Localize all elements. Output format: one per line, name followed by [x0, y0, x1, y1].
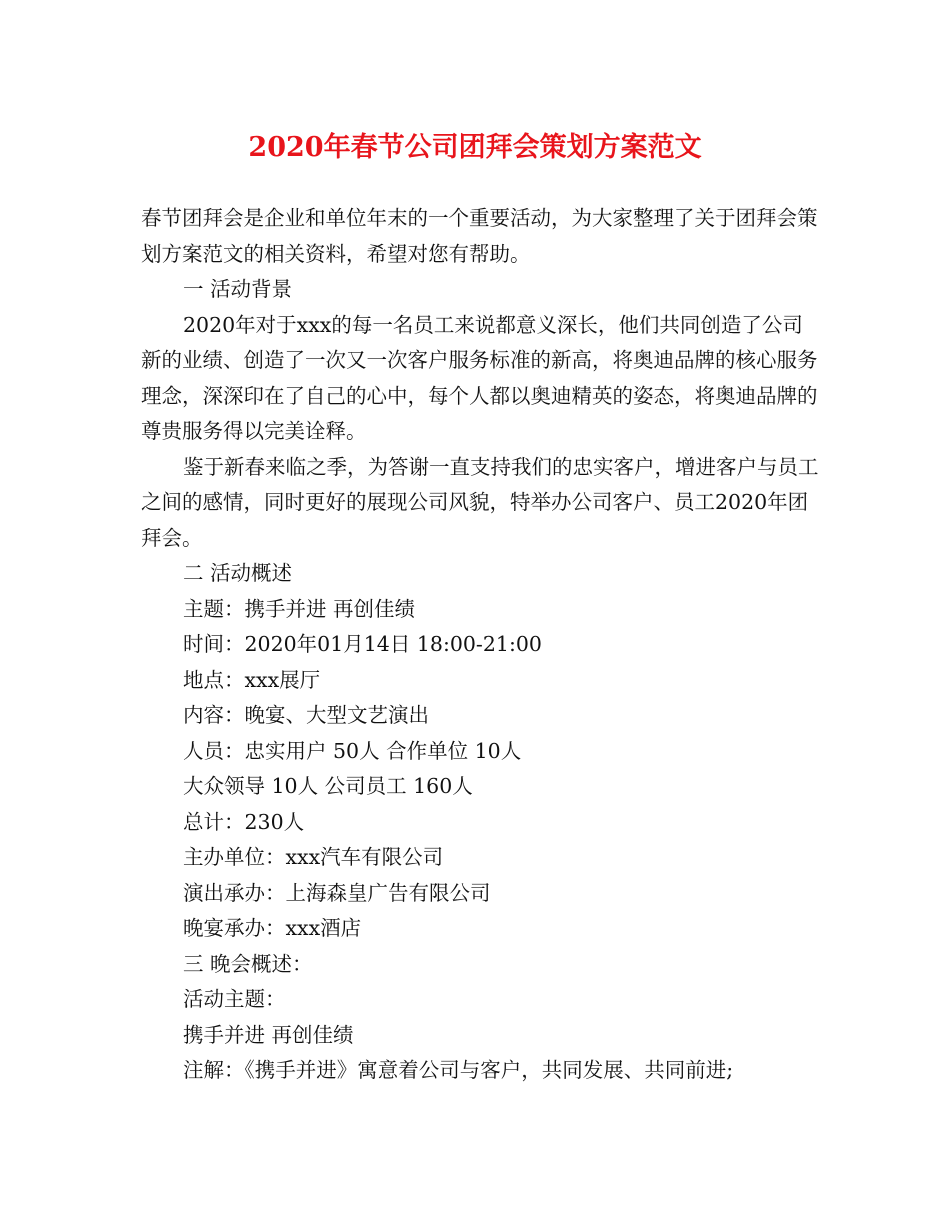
- section1-heading: 一 活动背景: [183, 277, 293, 301]
- intro-paragraph: 春节团拜会是企业和单位年末的一个重要活动，为大家整理了关于团拜会策划方案范文的相关资料，希望对您有帮助。: [141, 206, 818, 266]
- section2-line: 总计：230人: [183, 809, 305, 834]
- section2-line: 人员：忠实用户 50人 合作单位 10人: [183, 738, 522, 763]
- section2-line: 晚宴承办：xxx酒店: [183, 916, 362, 940]
- section3-line: 携手并进 再创佳绩: [183, 1022, 354, 1047]
- section3-line: 注解：《携手并进》寓意着公司与客户，共同发展、共同前进;: [183, 1058, 734, 1082]
- section2-line: 大众领导 10人 公司员工 160人: [183, 774, 473, 798]
- section2-line: 内容：晚宴、大型文艺演出: [183, 703, 429, 727]
- section2-line: 主题：携手并进 再创佳绩: [183, 596, 416, 621]
- document-title: 2020年春节公司团拜会策划方案范文: [248, 132, 702, 163]
- section1-paragraph-1: 2020年对于xxx的每一名员工来说都意义深长，他们共同创造了公司新的业绩、创造了一次又一次客户服务标准的新高，将奥迪品牌的核心服务理念，深深印在了自己的心中，每个人都以奥迪精英的姿态，将奥迪品牌的尊贵服务得以完美诠释。: [141, 312, 818, 443]
- section2-line: 主办单位：xxx汽车有限公司: [183, 845, 444, 869]
- document-body: [141, 201, 821, 1089]
- section3-line: 活动主题：: [183, 987, 286, 1011]
- section3-heading: 三 晚会概述：: [183, 951, 313, 976]
- section2-line: 演出承办：上海森皇广告有限公司: [183, 880, 491, 905]
- section2-line: 地点：xxx展厅: [183, 667, 321, 692]
- section2-heading: 二 活动概述: [183, 561, 293, 585]
- section1-paragraph-2: 鉴于新春来临之季，为答谢一直支持我们的忠实客户，增进客户与员工之间的感情，同时更好的展现公司风貌，特举办公司客户、员工2020年团拜会。: [141, 454, 819, 550]
- section2-line: 时间：2020年01月14日 18:00-21:00: [183, 632, 542, 656]
